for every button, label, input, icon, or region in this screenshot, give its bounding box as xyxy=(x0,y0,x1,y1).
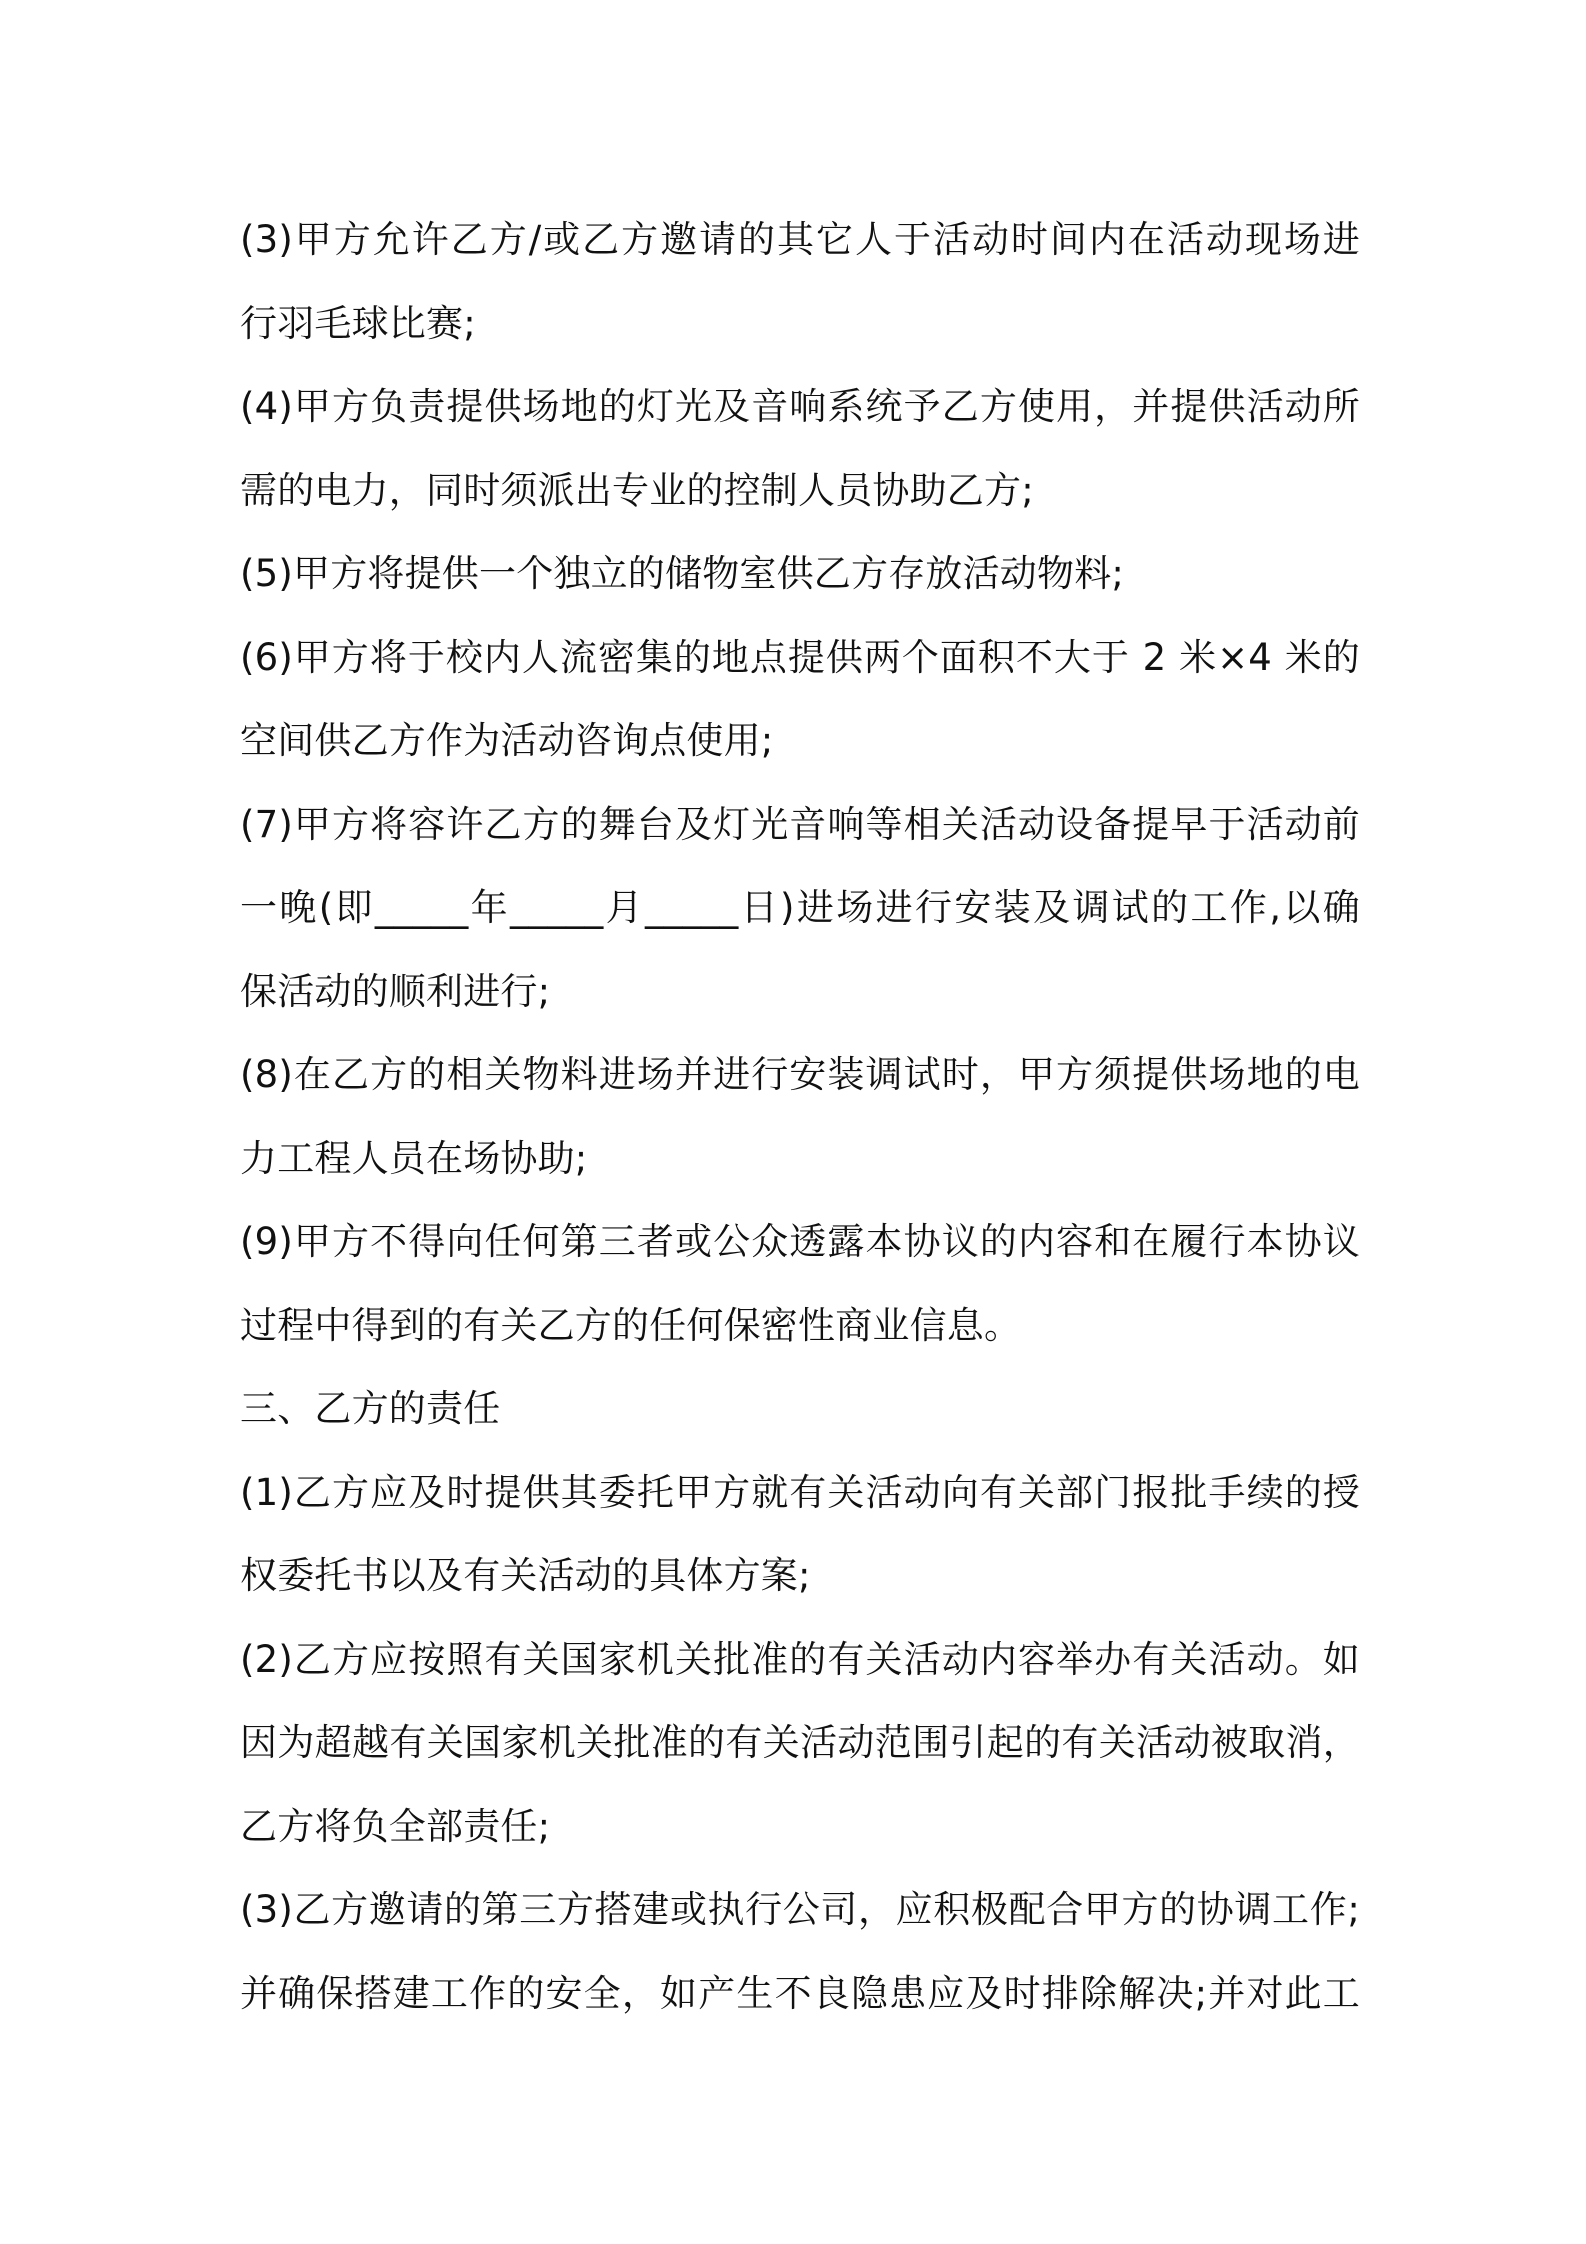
text-line: 并确保搭建工作的安全，如产生不良隐患应及时排除解决;并对此工 xyxy=(240,1971,1360,2015)
text-line: 需的电力，同时须派出专业的控制人员协助乙方; xyxy=(240,468,1034,512)
text-line: (3)甲方允许乙方/或乙方邀请的其它人于活动时间内在活动现场进 xyxy=(240,218,1360,261)
text-line: 空间供乙方作为活动咨询点使用; xyxy=(240,719,774,762)
document-body xyxy=(240,198,1360,2035)
text-line: (5)甲方将提供一个独立的储物室供乙方存放活动物料; xyxy=(240,552,1125,595)
text-line: (3)乙方邀请的第三方搭建或执行公司，应积极配合甲方的协调工作; xyxy=(240,1888,1360,1931)
text-line: (8)在乙方的相关物料进场并进行安装调试时，甲方须提供场地的电 xyxy=(240,1053,1360,1096)
text-line: (6)甲方将于校内人流密集的地点提供两个面积不大于 2 米×4 米的 xyxy=(240,635,1360,679)
text-line: 权委托书以及有关活动的具体方案; xyxy=(240,1554,811,1597)
text-line: 力工程人员在场协助; xyxy=(240,1136,588,1180)
text-line: 行羽毛球比赛; xyxy=(240,301,476,345)
text-line: (4)甲方负责提供场地的灯光及音响系统予乙方使用，并提供活动所 xyxy=(240,385,1360,428)
text-line: 一晚(即_____年_____月_____日)进场进行安装及调试的工作,以确 xyxy=(240,886,1360,929)
text-line: 保活动的顺利进行; xyxy=(240,969,551,1013)
text-line: 乙方将负全部责任; xyxy=(240,1804,551,1848)
text-line: 过程中得到的有关乙方的任何保密性商业信息。 xyxy=(240,1303,1022,1347)
text-line: (7)甲方将容许乙方的舞台及灯光音响等相关活动设备提早于活动前 xyxy=(240,802,1360,846)
section-heading: 三、乙方的责任 xyxy=(240,1387,501,1430)
text-line: (1)乙方应及时提供其委托甲方就有关活动向有关部门报批手续的授 xyxy=(240,1470,1360,1514)
text-line: 因为超越有关国家机关批准的有关活动范围引起的有关活动被取消， xyxy=(240,1721,1360,1764)
text-line: (2)乙方应按照有关国家机关批准的有关活动内容举办有关活动。如 xyxy=(240,1637,1360,1681)
text-line: (9)甲方不得向任何第三者或公众透露本协议的内容和在履行本协议 xyxy=(240,1220,1360,1263)
